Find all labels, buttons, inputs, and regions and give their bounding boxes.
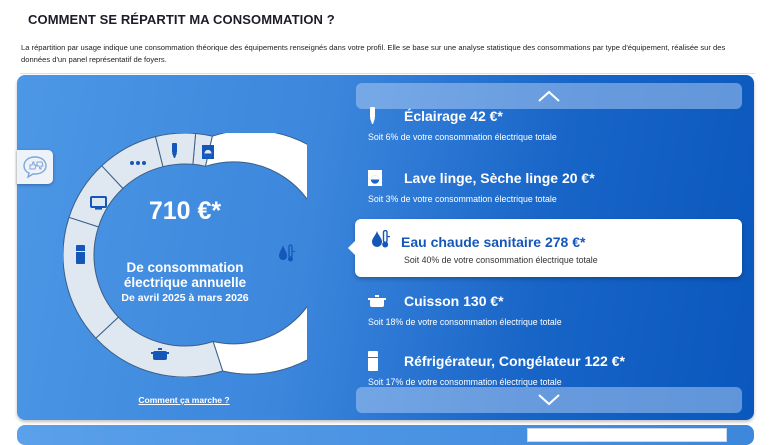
item-share: Soit 3% de votre consommation électrique totale	[368, 194, 557, 204]
total-amount: 710 €*	[148, 197, 222, 225]
intro-text: La répartition par usage indique une consommation théorique des équipements renseignés dans votre profil. Elle se base sur une analyse statistique des consommations par type d'équipement, réalisée sur des données d'un panel représentatif de foyers.	[21, 43, 726, 64]
list-item-lighting[interactable]	[368, 107, 738, 142]
water-heater-icon	[372, 230, 390, 253]
item-name: Cuisson 130 €*	[404, 293, 504, 309]
washing-machine-icon	[202, 145, 214, 159]
list-item-fridge[interactable]	[368, 352, 738, 387]
donut-segment-cooking[interactable]	[96, 317, 223, 377]
item-name: Éclairage 42 €*	[404, 108, 503, 124]
list-item-cooking[interactable]	[368, 292, 738, 327]
total-label-line1: De consommation	[126, 260, 244, 275]
page-title: COMMENT SE RÉPARTIT MA CONSOMMATION ?	[28, 12, 335, 27]
cooking-pot-icon	[368, 292, 390, 310]
item-name: Réfrigérateur, Congélateur 122 €*	[404, 353, 625, 369]
scroll-down-button[interactable]	[356, 387, 742, 413]
item-share: Soit 17% de votre consommation électrique totale	[368, 377, 562, 387]
total-label	[95, 260, 275, 290]
divider	[20, 73, 755, 74]
fridge-icon	[76, 245, 85, 264]
item-share: Soit 18% de votre consommation électrique totale	[368, 317, 562, 327]
item-name: Eau chaude sanitaire 278 €*	[401, 233, 586, 250]
fridge-icon	[368, 352, 390, 370]
feedback-button[interactable]	[17, 150, 53, 184]
chevron-down-icon	[537, 393, 561, 407]
total-label-line2: électrique annuelle	[123, 275, 247, 290]
period-label: De avril 2025 à mars 2026	[121, 292, 249, 304]
item-name: Lave linge, Sèche linge 20 €*	[404, 170, 595, 186]
more-icon	[130, 161, 146, 165]
item-share: Soit 6% de votre consommation électrique totale	[368, 132, 557, 142]
active-pointer	[348, 241, 355, 255]
item-share: Soit 40% de votre consommation électrique totale	[404, 255, 598, 265]
how-it-works-link[interactable]: Comment ça marche ?	[138, 395, 230, 405]
consumption-donut-chart	[63, 133, 307, 377]
next-section-field[interactable]	[527, 428, 727, 442]
feedback-chat-icon	[22, 155, 48, 179]
light-bulb-icon	[368, 107, 390, 125]
washing-machine-icon	[368, 169, 390, 187]
list-item-washing[interactable]	[368, 169, 738, 204]
scroll-up-button[interactable]	[356, 83, 742, 109]
list-item-water-heater-active[interactable]	[355, 219, 742, 277]
chevron-up-icon	[537, 89, 561, 103]
water-heater-icon	[279, 245, 295, 262]
